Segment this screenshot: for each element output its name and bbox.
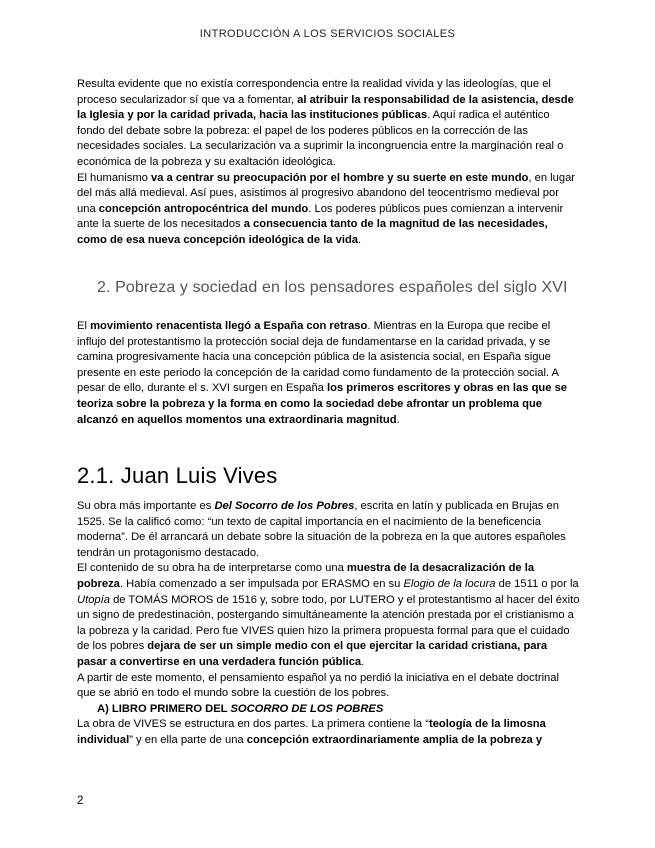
vives-paragraph-2 <box>77 561 580 670</box>
bold-run: al atribuir la responsabilidad de la asistencia, desde la Iglesia y por la caridad privada, hacia las instituciones públicas <box>77 93 574 122</box>
text-run: . Había comenzado a ser impulsada por ERASMO en su <box>119 577 404 590</box>
text-run: A) LIBRO PRIMERO DEL <box>97 702 231 715</box>
page-number: 2 <box>77 795 84 807</box>
text-run: La obra de VIVES se estructura en dos partes. La primera contiene la “ <box>77 718 429 731</box>
text-run: . <box>396 413 400 426</box>
text-run: . Los poderes públicos pues comienzan a intervenir ante la suerte de los necesitados <box>77 202 564 231</box>
text-run: El contenido de su obra ha de interpretarse como una <box>77 562 347 575</box>
section-2-1-heading: 2.1. Juan Luis Vives <box>77 463 278 488</box>
section-2-body <box>77 319 580 428</box>
intro-paragraph-1 <box>77 77 580 171</box>
bold-run: dejara de ser un simple medio con el que ejercitar la caridad cristiana, para pasar a convertirse en una verdadera función pública <box>77 640 548 668</box>
text-run: . <box>361 655 365 668</box>
italic-run: SOCORRO DE LOS POBRES <box>230 702 384 715</box>
text-run: . Aquí radica el auténtico fondo del debate sobre la pobreza: el papel de los poderes públicos en la corrección de las necesidades sociales. La secularización va a suprimir la incongruencia entre la marginación real o económica de la pobreza y su exaltación ideológica. <box>77 109 564 168</box>
italic-run: Utopía <box>77 593 110 606</box>
text-run: , en lugar del más allá medieval. Así pues, asistimos al progresivo abandono del teocentrismo medieval por una <box>77 171 576 215</box>
text-run: de 1511 o por la <box>495 577 579 590</box>
text-run: de TOMÁS MOROS de 1516 y, sobre todo, por LUTERO y el protestantismo al hacer del éxito un signo de predestinación, postergando simultáneamente la atención prestada por el cristianismo a la pobreza y la caridad. Pero fue VIVES quien hizo la primera propuesta formal para que el cuidado de los pobres <box>77 593 580 653</box>
bold-run: muestra de la desacralización de la pobreza <box>77 562 535 590</box>
bold-run: movimiento renacentista llegó a España con retraso <box>90 320 368 332</box>
bold-run: concepción extraordinariamente amplia de la pobreza y <box>246 733 543 746</box>
bold-run: a consecuencia tanto de la magnitud de las necesidades, como de esa nueva concepción ideológica de la vida <box>77 218 548 246</box>
intro-section <box>77 77 580 249</box>
vives-paragraph-4 <box>77 717 580 748</box>
text-run: , escrita en latín y publicada en Brujas en 1525. Se la calificó como: “un texto de capital importancia en el nacimiento de la beneficencia moderna”. De él arrancará un debate sobre la situación de la pobreza en la que autores españoles tendrán un protagonismo destacado. <box>77 500 566 559</box>
text-run: ” y en ella parte de una <box>129 733 247 746</box>
intro-paragraph-2 <box>77 171 580 249</box>
text-run: Su obra más importante es <box>77 500 215 512</box>
vives-paragraph-1 <box>77 499 580 561</box>
text-run: Resulta evidente que no existía correspondencia entre la realidad vivida y las ideologías, que el proceso secularizador sí que va a fomentar, <box>77 78 551 106</box>
italic-run: Elogio de la locura <box>403 577 496 590</box>
text-run: . <box>358 233 362 246</box>
bold-run: teología de la limosna individual <box>77 718 546 746</box>
text-run: . Mientras en la Europa que recibe el influjo del protestantismo la protección social deja de fundamentarse en la caridad privada, y se camina progresivamente hacia una concepción pública de la asistencia social, en España sigue presente en este periodo la concepción de la caridad como fundamento de la protección social. A pesar de ello, durante el s. XVI surgen en España <box>77 320 559 395</box>
book-title: Del Socorro de los Pobres <box>214 500 355 512</box>
running-header: INTRODUCCIÓN A LOS SERVICIOS SOCIALES <box>199 28 456 40</box>
bold-run: los primeros escritores y obras en las que se teoriza sobre la pobreza y la forma en como la sociedad debe afrontar un problema que alcanzó en aquellos momentos una extraordinaria magnitud <box>77 382 568 426</box>
bold-run: va a centrar su preocupación por el hombre y su suerte en este mundo <box>151 171 529 184</box>
bold-run: concepción antropocéntrica del mundo <box>98 202 309 215</box>
text-run: El humanismo <box>77 171 151 184</box>
text-run: El <box>77 320 91 332</box>
section-2-heading: 2. Pobreza y sociedad en los pensadores españoles del siglo XVI <box>97 279 568 296</box>
section-2-paragraph <box>77 319 580 428</box>
section-2-1-body <box>77 499 580 749</box>
vives-paragraph-3: A partir de este momento, el pensamiento español ya no perdió la iniciativa en el debate doctrinal que se abrió en todo el mundo sobre la cuestión de los pobres. <box>77 671 559 700</box>
subsection-a-heading <box>97 702 580 718</box>
